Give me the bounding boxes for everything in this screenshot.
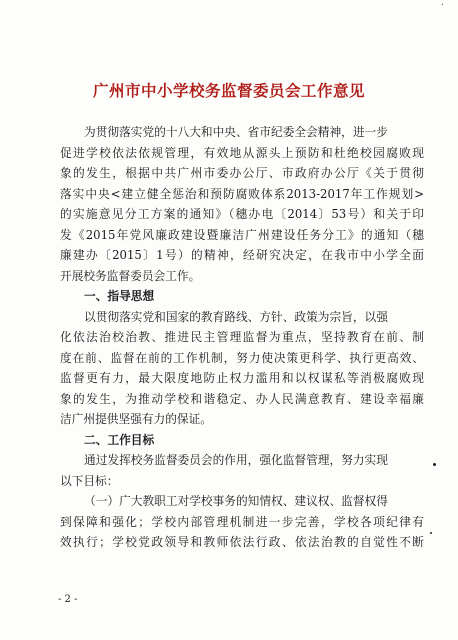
body-text-line: 发《2015年党风廉政建设暨廉洁广州建设任务分工》的通知（穗 <box>60 227 424 242</box>
section-heading: 二、工作目标 <box>84 432 155 447</box>
body-text-line: 的实施意见分工方案的通知》（穗办电〔2014〕53号）和关于印 <box>60 207 424 221</box>
section-heading: 一、指导思想 <box>84 289 155 303</box>
document-body <box>60 122 424 553</box>
scan-speck <box>430 532 432 534</box>
body-text-line: 监督更有力，最大限度地防止权力滥用和以权谋私等消极腐败现 <box>60 371 424 385</box>
body-text-line: 促进学校依法依规管理，有效地从源头上预防和杜绝校园腐败现 <box>60 145 424 160</box>
corner-mark: · <box>440 0 444 11</box>
body-text-line: 以贯彻落实党和国家的教育路线、方针、政策为宗旨，以强 <box>84 309 388 324</box>
body-text-line: （一）广大教职工对学校事务的知情权、建议权、监督权得 <box>84 494 388 508</box>
scan-speck <box>433 463 436 466</box>
body-text-line: 化依法治校治教、推进民主管理监督为重点，坚持教育在前、制 <box>60 330 424 344</box>
body-text-line: 落实中央<建立健全惩治和预防腐败体系2013-2017年工作规划> <box>60 186 424 201</box>
body-text-line: 以下目标： <box>60 473 119 488</box>
document-title: 广州市中小学校务监督委员会工作意见 <box>92 81 365 100</box>
body-text-line: 效执行；学校党政领导和教师依法行政、依法治教的自觉性不断 <box>60 535 424 549</box>
body-text-line: 象的发生，为推动学校和谐稳定、办人民满意教育、建设幸福廉 <box>60 391 424 406</box>
body-text-line: 廉建办〔2015〕1号）的精神，经研究决定，在我市中小学全面 <box>60 248 424 262</box>
body-text-line: 开展校务监督委员会工作。 <box>60 268 201 283</box>
body-text-line: 度在前、监督在前的工作机制，努力使决策更科学、执行更高效、 <box>60 350 424 365</box>
body-text-line: 为贯彻落实党的十八大和中央、省市纪委全会精神，进一步 <box>84 125 388 139</box>
body-text-line: 象的发生，根据中共广州市委办公厅、市政府办公厅《关于贯彻 <box>60 166 424 180</box>
body-text-line: 到保障和强化；学校内部管理机制进一步完善，学校各项纪律有 <box>60 514 424 529</box>
page-number: - 2 - <box>58 594 78 605</box>
body-text-line: 通过发挥校务监督委员会的作用，强化监督管理，努力实现 <box>84 453 388 467</box>
body-text-line: 洁广州提供坚强有力的保证。 <box>60 412 212 426</box>
